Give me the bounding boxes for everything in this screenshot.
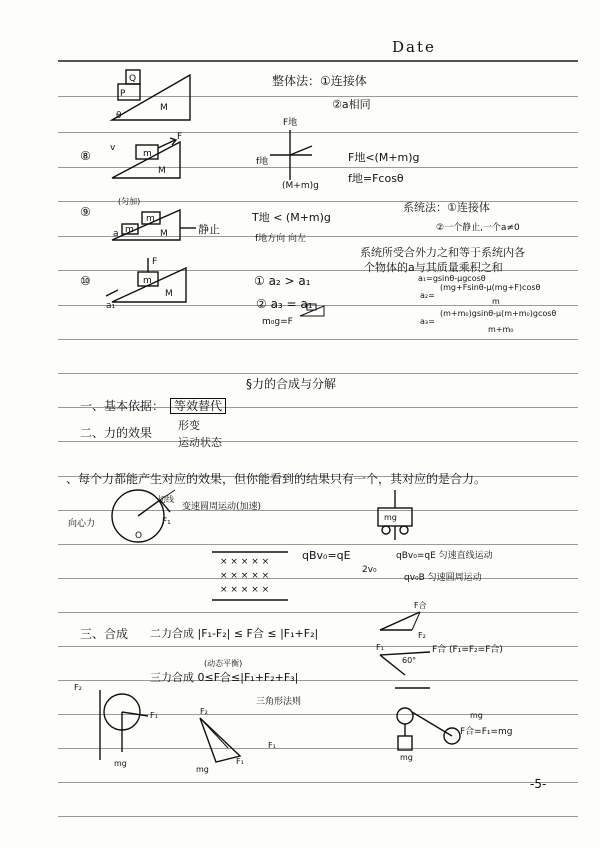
system-law: 系统所受合外力之和等于系统内各 — [360, 246, 525, 259]
accel-a2-den: m — [492, 297, 500, 306]
svg-text:F₁: F₁ — [162, 517, 171, 527]
date-label: Date — [392, 38, 436, 56]
three-force-note: (动态平衡) — [204, 659, 243, 668]
tri-f1: F₁ — [236, 757, 244, 766]
wall-mg: mg — [114, 759, 127, 768]
svg-text:m: m — [143, 149, 152, 159]
sphere-wall-sketch — [100, 690, 148, 760]
svg-text:Q: Q — [129, 74, 137, 84]
problem-9-eq2: f地方向 向左 — [255, 234, 307, 244]
system-law-2: 个物体的a与其质量乘积之和 — [364, 261, 503, 274]
wedge-sketch-9 — [112, 210, 196, 240]
system-method: 系统法：①连接体 — [403, 201, 490, 214]
three-force-rule: 三力合成 0≤F合≤|F₁+F₂+F₃| — [150, 671, 299, 684]
effect-2: 运动状态 — [178, 436, 222, 449]
svg-text:a: a — [113, 229, 119, 239]
effect-1: 形变 — [178, 419, 200, 432]
svg-text:v: v — [110, 143, 116, 153]
eq-circle: qv₀B 匀速圆周运动 — [404, 573, 482, 583]
svg-text:θ: θ — [116, 111, 122, 121]
pulley-sketch — [395, 688, 460, 750]
accel-a3-label: a₃= — [420, 317, 435, 326]
force-left-label: f地 — [256, 157, 269, 167]
svg-text:M: M — [165, 289, 173, 299]
effect-label: 二、力的效果 — [80, 426, 153, 440]
force-down-label: (M+m)g — [282, 181, 319, 191]
wedge-sketch-8 — [110, 132, 182, 178]
problem-9-number: ⑨ — [80, 205, 91, 219]
basis-value: 等效替代 — [170, 398, 226, 414]
triangle-rule-sketch — [200, 718, 240, 762]
svg-text:× × × × ×: × × × × × — [220, 585, 270, 595]
v2-label: 2v₀ — [362, 565, 377, 575]
whole-method: 整体法：①连接体 — [272, 74, 367, 88]
circle-label-1: 变速圆周运动(加速) — [182, 502, 262, 512]
accel-a2-label: a₂= — [420, 291, 435, 300]
circle-label-3: 切线 — [158, 495, 174, 504]
equal-note: F合 (F₁=F₂=F合) — [432, 645, 503, 655]
svg-text:P: P — [120, 89, 126, 99]
fhe-top: F合 — [414, 601, 427, 610]
problem-10-eq1: ① a₂ > a₁ — [254, 274, 311, 288]
eq-straight: qBv₀=qE 匀速直线运动 — [396, 551, 493, 561]
angle-60: 60° — [402, 656, 417, 665]
f2-top: F₂ — [418, 631, 426, 640]
force-up-label: F地 — [283, 118, 298, 128]
circle-label-2: 向心力 — [68, 519, 96, 529]
wall-f1: F₁ — [150, 711, 158, 720]
accel-a3-den: m+m₀ — [488, 325, 514, 334]
svg-text:× × × × ×: × × × × × — [220, 557, 270, 567]
problem-8-eq2: f地=Fcosθ — [348, 172, 404, 185]
magnetic-field-sketch — [212, 552, 288, 600]
pulley-mg-2: mg — [470, 711, 483, 720]
svg-text:m: m — [125, 225, 134, 235]
loose-f1: F₁ — [268, 741, 276, 750]
svg-text:m: m — [143, 276, 152, 286]
problem-9-tag: (匀加) — [118, 197, 141, 206]
accel-a1: a₁=gsinθ-μgcosθ — [418, 274, 486, 283]
svg-text:M: M — [160, 229, 168, 239]
basis-label: 一、基本依据： — [80, 399, 165, 413]
pulley-eq: F合=F₁=mg — [460, 727, 513, 737]
compose-label: 三、合成 — [80, 627, 129, 641]
problem-9-static: 静止 — [198, 223, 220, 236]
triangle-rule: 三角形法则 — [256, 697, 302, 707]
qbv-eq: qBv₀=qE — [302, 549, 351, 562]
section-title: §力的合成与分解 — [246, 377, 337, 391]
problem-8-eq1: F地<(M+m)g — [348, 151, 420, 164]
wall-f2: F₂ — [74, 683, 82, 692]
svg-text:a₁: a₁ — [106, 301, 116, 311]
svg-text:F: F — [177, 132, 183, 142]
svg-text:F: F — [152, 257, 158, 267]
problem-10-eq3: m₀g=F — [262, 317, 293, 327]
svg-text:× × × × ×: × × × × × — [220, 571, 270, 581]
accel-a3-num: (m+m₀)gsinθ-μ(m+m₀)gcosθ — [440, 309, 557, 318]
cart-mg: mg — [384, 513, 397, 522]
system-method-2: ②一个静止,一个a≠0 — [436, 223, 520, 233]
pulley-mg: mg — [400, 753, 413, 762]
wedge-sketch-top — [112, 70, 190, 121]
svg-text:M: M — [160, 103, 168, 113]
problem-8-number: ⑧ — [80, 149, 91, 163]
tri-mg: mg — [196, 765, 209, 774]
svg-text:m: m — [146, 214, 155, 224]
page-number: -5- — [530, 777, 547, 791]
two-force-sketch — [380, 612, 430, 675]
two-force-rule: 二力合成 |F₁-F₂| ≤ F合 ≤ |F₁+F₂| — [150, 627, 319, 640]
problem-9-eq1: T地 < (M+m)g — [252, 211, 331, 224]
f1-mid: F₁ — [376, 643, 384, 652]
svg-text:O: O — [135, 531, 143, 541]
svg-text:M: M — [158, 166, 166, 176]
force-diagram-8 — [270, 130, 312, 180]
tri-f2: F₂ — [200, 707, 208, 716]
note-line: 、每个力都能产生对应的效果，但你能看到的结果只有一个，其对应的是合力。 — [66, 472, 487, 486]
accel-a2-num: (mg+Fsinθ-μ(mg+F)cosθ — [440, 283, 541, 292]
problem-10-eq2: ② a₃ = a₁ — [256, 297, 313, 311]
problem-10-number: ⑩ — [80, 274, 91, 288]
whole-method-2: ②a相同 — [332, 98, 371, 111]
